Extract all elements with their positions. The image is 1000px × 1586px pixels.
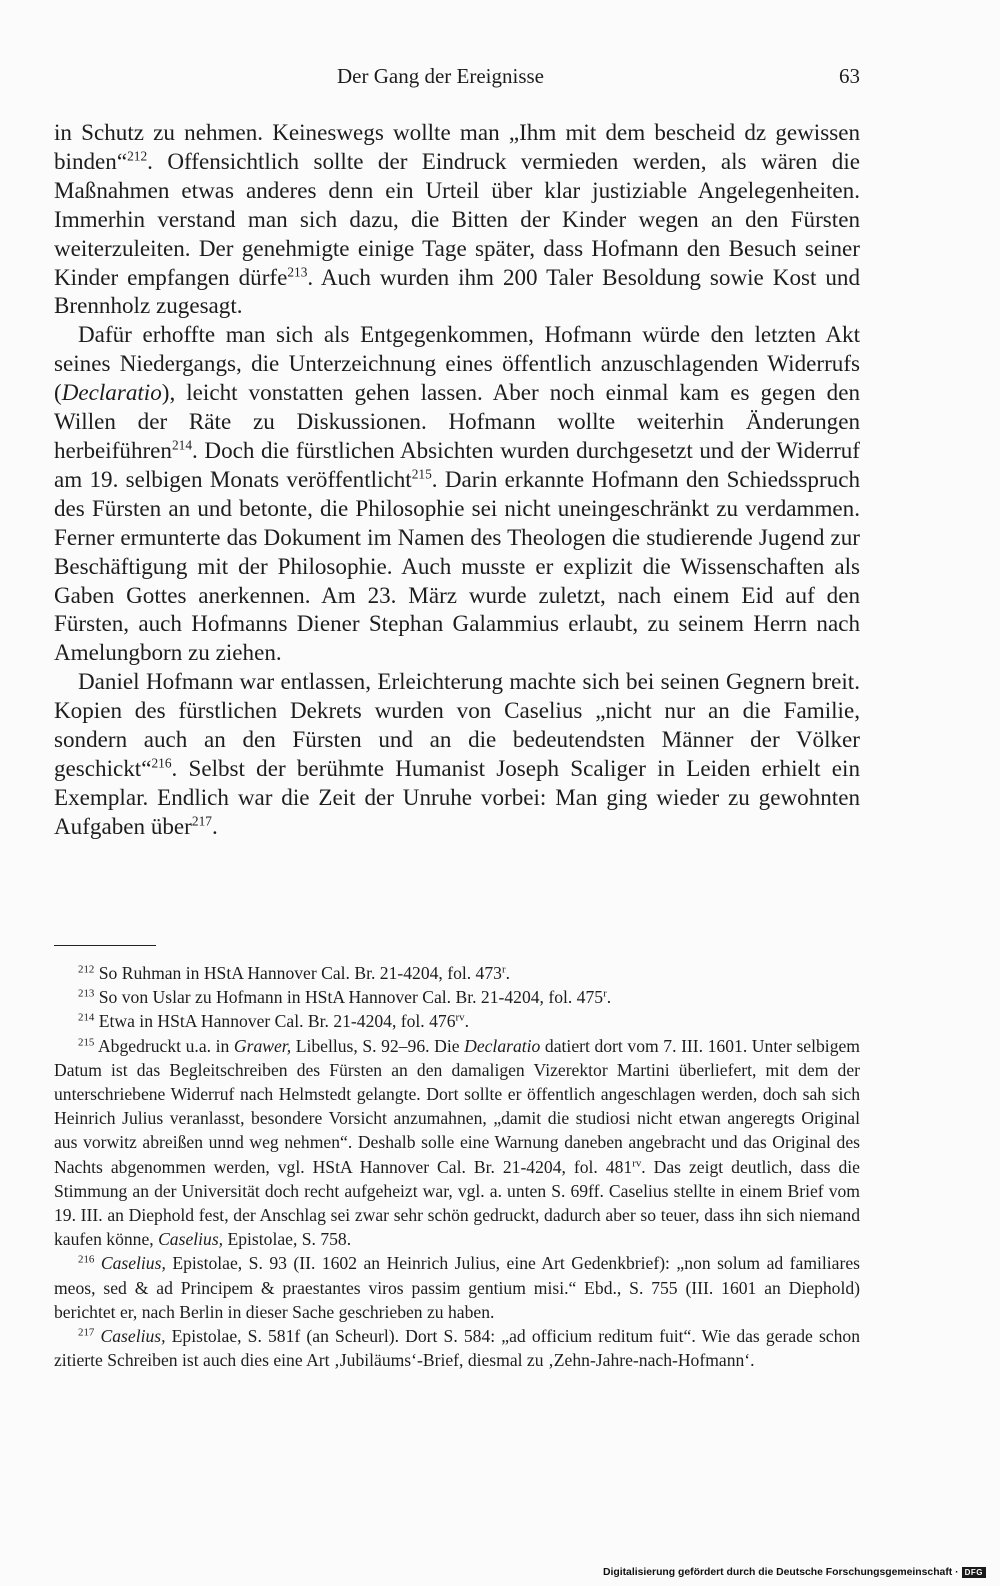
note-ref: r xyxy=(501,963,506,976)
text-run: Epistolae, S. 758. xyxy=(223,1229,352,1250)
italic-run: Caselius, xyxy=(100,1326,166,1347)
text-run: . Offensichtlich sollte der Eindruck vermieden werden, als wären die Maßnahmen etwas anderes denn ein Urteil über klar justiziable Angelegenheiten. Immerhin verstand man sich dazu, die Bitten der Kinder wegen an den Fürsten weiterzuleiten. Der genehmigte einige Tage später, dass Hofmann den Besuch seiner Kinder empfangen dürfe xyxy=(54,147,860,290)
italic-run: Declaratio xyxy=(464,1035,541,1056)
footnote-214 xyxy=(54,1009,860,1033)
text-run: . Das zeigt deutlich, dass die Stimmung an der Universität doch recht aufgeheizt war, vgl. a. unten S. 69ff. Caselius stellte in einem Brief vom 19. III. an Diephold fest, der Anschlag sei zwar sehr schön gedruckt, dadurch aber so teuer, dass ihn sich niemand kaufen könne, xyxy=(54,1156,860,1250)
running-title: Der Gang der Ereignisse xyxy=(337,64,545,88)
note-ref: 216 xyxy=(151,755,172,771)
note-ref: 212 xyxy=(78,963,95,976)
running-head xyxy=(54,62,860,90)
text-run: . Selbst der berühmte Humanist Joseph Scaliger in Leiden erhielt ein Exemplar. Endlich war die Zeit der Unruhe vorbei: Man ging wieder zu gewohnten Aufgaben über xyxy=(54,754,860,839)
paragraph-2 xyxy=(54,320,860,667)
footnotes xyxy=(54,961,860,1372)
italic-run: Declaratio xyxy=(61,379,162,406)
italic-run: Caselius, xyxy=(158,1229,224,1250)
text-run: datiert dort vom 7. III. 1601. Unter selbigem Datum ist das Begleitschreiben des Fürsten an den damaligen Vizerektor Martini überliefert, mit dem der unterschriebene Widerruf nach Helmstedt gelangte. Dort sollte er öffentlich angeschlagen werden, doch sah sich Heinrich Julius veranlasst, besondere Vorsicht anzumahnen, „damit die studiosi nicht etwan angeregts Original aus vorwitz abreißen unnd weg nehmen“. Deshalb solle eine Warnung daneben angebracht und das Original des Nachts abgenommen werden, vgl. HStA Hannover Cal. Br. 21-4204, fol. 481 xyxy=(54,1035,860,1177)
footnote-separator xyxy=(54,945,156,946)
text-run: Libellus, S. 92–96. Die xyxy=(291,1035,465,1056)
text-run: Epistolae, S. 93 (II. 1602 an Heinrich Julius, eine Art Gedenkbrief): „non solum ad familiares meos, sed & ad Principem & praestantes viros passim gentium misi.“ Ebd., S. 755 (III. 1601 an Diephold) berichtet er, nach Berlin in dieser Sache geschrieben zu haben. xyxy=(54,1253,860,1322)
page-number: 63 xyxy=(839,64,860,88)
digitization-credit xyxy=(603,1567,986,1578)
text-run: Abgedruckt u.a. in xyxy=(94,1035,234,1056)
footnote-217 xyxy=(54,1324,860,1372)
note-ref: 215 xyxy=(78,1035,95,1048)
paragraph-3 xyxy=(54,667,860,840)
text-run: Dafür erhoffte man sich als Entgegenkommen, Hofmann würde den letzten Akt seines Niedergangs, die Unterzeichnung eines öffentlich anzuschlagenden Widerrufs ( xyxy=(54,321,860,406)
text-run: . Doch die fürstlichen Absichten wurden durchgesetzt und der Widerruf am 19. selbigen Monats veröffentlicht xyxy=(54,436,860,492)
note-ref: rv xyxy=(455,1011,465,1024)
text-run: . Auch wurden ihm 200 Taler Besoldung sowie Kost und Brennholz zugesagt. xyxy=(54,263,860,319)
note-ref: 214 xyxy=(78,1011,95,1024)
text-run: . xyxy=(464,1011,469,1032)
footnote-212 xyxy=(54,961,860,985)
footnote-215 xyxy=(54,1034,860,1252)
italic-run: Grawer, xyxy=(233,1035,292,1056)
note-ref: 216 xyxy=(78,1253,95,1266)
credit-text: Digitalisierung gefördert durch die Deutsche Forschungsgemeinschaft · xyxy=(602,1567,959,1578)
dfg-logo: DFG xyxy=(962,1567,986,1578)
note-ref: rv xyxy=(632,1156,642,1169)
note-ref: 217 xyxy=(78,1326,95,1339)
text-run: . xyxy=(505,963,510,983)
text-run: So von Uslar zu Hofmann in HStA Hannover Cal. Br. 21-4204, fol. 475 xyxy=(94,987,604,1008)
note-ref: r xyxy=(603,987,607,1000)
note-ref: 212 xyxy=(127,148,148,164)
text-run: . Darin erkannte Hofmann den Schiedsspruch des Fürsten an und betonte, die Philosophie sei nicht uneingeschränkt zu verdammen. Ferner ermunterte das Dokument im Namen des Theologen die studierende Jugend zur Beschäftigung mit der Philosophie. Auch musste er explizit die Wissenschaften als Gaben Gottes anerkennen. Am 23. März wurde zuletzt, nach einem Eid auf den Fürsten, auch Hofmanns Diener Stephan Galammius erlaubt, zu seinem Herrn nach Amelungborn zu ziehen. xyxy=(54,465,860,666)
text-run: Epistolae, S. 581f (an Scheurl). Dort S. 584: „ad officium reditum fuit“. Wie das gerade schon zitierte Schreiben ist auch dies eine Art ‚Jubiläums‘-Brief, diesmal zu ‚Zehn-Jahre-nach-Hofmann‘. xyxy=(54,1326,860,1371)
note-ref: 214 xyxy=(171,437,193,453)
italic-run: Caselius, xyxy=(100,1253,166,1274)
note-ref: 217 xyxy=(191,813,212,829)
note-ref: 213 xyxy=(78,987,95,1000)
text-run: in Schutz zu nehmen. Keineswegs wollte man „Ihm mit dem bescheid dz gewissen binden“ xyxy=(54,119,860,174)
text-run: So Ruhman in HStA Hannover Cal. Br. 21-4204, fol. 473 xyxy=(94,963,502,983)
text-run: Etwa in HStA Hannover Cal. Br. 21-4204, fol. 476 xyxy=(94,1011,456,1032)
footnote-216 xyxy=(54,1251,860,1324)
text-run: Daniel Hofmann war entlassen, Erleichterung machte sich bei seinen Gegnern breit. Kopien des fürstlichen Dekrets wurden von Caselius „nicht nur an die Familie, sondern auch an den Fürsten und an die bedeutendsten Männer der Völker geschickt“ xyxy=(54,668,860,781)
footnote-213 xyxy=(54,985,860,1009)
paragraph-1 xyxy=(54,118,860,320)
text-run: ), leicht vonstatten gehen lassen. Aber noch einmal kam es gegen den Willen der Räte zu Diskussionen. Hofmann wollte weiterhin Änderungen herbeiführen xyxy=(54,379,860,463)
text-run: . xyxy=(211,812,218,839)
note-ref: 213 xyxy=(287,264,308,280)
text-run: . xyxy=(606,987,612,1008)
body-text xyxy=(54,118,860,841)
note-ref: 215 xyxy=(411,466,432,482)
